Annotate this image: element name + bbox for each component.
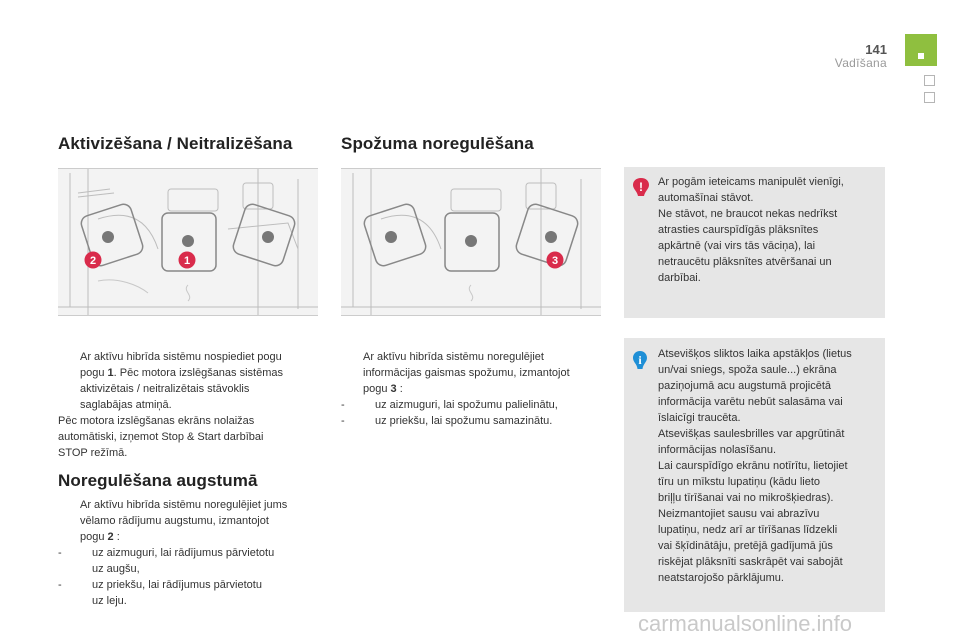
dash-item: - uz aizmuguri, lai rādījumus pārvietotu bbox=[58, 547, 275, 559]
svg-text:2: 2 bbox=[89, 255, 97, 267]
warning-box bbox=[624, 167, 885, 318]
paragraph: automātiski, izņemot Stop & Start darbībai bbox=[58, 431, 264, 443]
control-panel-illustration bbox=[341, 169, 601, 315]
height-text-block: Ar aktīvu hibrīda sistēmu noregulējiet jums vēlamo rādījumu augstumu, izmantojot pogu 2 : - uz aizmuguri, lai rādījumus pārvietotu uz augšu, - uz priekšu, lai rādījumus pārvietotu uz leju. bbox=[58, 497, 328, 609]
bullet-item: Ar aktīvu hibrīda sistēmu noregulējiet jums bbox=[80, 499, 288, 511]
info-text: Atsevišķos sliktos laika apstākļos (lietus un/vai sniegs, spoža saule...) ekrāna paziņojumā acu augstumā projicētā informācija varētu nebūt salasāma vai īslaicīgi traucēta. Atsevišķas saulesbrilles var apgrūtināt informācijas nolasīšanu. Lai caurspīdīgo ekrānu notīrītu, lietojiet tīru un mīkstu lupatiņu (kādu lieto briļļu tīrīšanai vai no mikrošķiedras). Neizmantojiet sausu vai abrazīvu lupatiņu, nedz arī ar tīrīšanas līdzekli vai šķīdinātāju, pretējā gadījumā jūs riskējat plāksnīti saskrāpēt vai sabojāt neatstarojošo pārklājumu. bbox=[658, 348, 852, 584]
bullet-item: Ar aktīvu hibrīda sistēmu nospiediet pogu bbox=[80, 351, 282, 363]
paragraph: Pēc motora izslēgšanas ekrāns nolaižas bbox=[58, 415, 255, 427]
chapter-title: Vadīšana bbox=[834, 56, 887, 70]
paragraph: STOP režīmā. bbox=[58, 447, 128, 459]
section-title-brightness: Spožuma noregulēšana bbox=[341, 134, 534, 153]
dash-item: - uz priekšu, lai rādījumus pārvietotu bbox=[58, 579, 262, 591]
page-number: 141 bbox=[865, 42, 887, 57]
info-icon bbox=[632, 350, 648, 370]
bullet-item: Ar aktīvu hibrīda sistēmu noregulējiet bbox=[363, 351, 544, 363]
checkbox-square-icon bbox=[924, 75, 935, 86]
button-ref-1: 1 bbox=[107, 367, 114, 379]
section-title-activate: Aktivizēšana / Neitralizēšana bbox=[58, 134, 293, 153]
chapter-tab-icon bbox=[905, 34, 937, 66]
button-ref-3: 3 bbox=[390, 383, 397, 395]
activate-text-block: Ar aktīvu hibrīda sistēmu nospiediet pogu pogu 1. Pēc motora izslēgšanas sistēmas aktivizētais / neitralizētais stāvoklis saglabājas atmiņā. Pēc motora izslēgšanas ekrāns nolaižas automātiski, izņemot Stop & Start darbībai STOP režīmā. bbox=[58, 349, 328, 461]
badge-2-icon bbox=[84, 251, 102, 269]
svg-text:!: ! bbox=[639, 180, 643, 194]
info-box bbox=[624, 338, 885, 612]
warning-icon bbox=[632, 177, 650, 197]
dash-item: - uz priekšu, lai spožumu samazinātu. bbox=[341, 415, 553, 427]
badge-3-icon bbox=[546, 251, 564, 269]
badge-1-icon bbox=[178, 251, 196, 269]
checkbox-square-icon bbox=[924, 92, 935, 103]
warning-text: Ar pogām ieteicams manipulēt vienīgi, automašīnai stāvot. Ne stāvot, ne braucot nekas nedrīkst atrasties caurspīdīgās plāksnītes apkārtnē (vai virs tās vāciņa), lai netraucētu plāksnītes atvēršanai un darbībai. bbox=[658, 176, 844, 284]
svg-text:3: 3 bbox=[551, 255, 559, 267]
control-panel-illustration bbox=[58, 169, 318, 315]
section-title-height: Noregulēšana augstumā bbox=[58, 471, 258, 490]
svg-text:1: 1 bbox=[183, 255, 191, 267]
brightness-text-block: Ar aktīvu hibrīda sistēmu noregulējiet informācijas gaismas spožumu, izmantojot pogu 3 : - uz aizmuguri, lai spožumu palielinātu, - uz priekšu, lai spožumu samazinātu. bbox=[341, 349, 611, 429]
svg-text:i: i bbox=[638, 353, 642, 367]
watermark: carmanualsonline.info bbox=[638, 611, 853, 636]
button-ref-2: 2 bbox=[107, 531, 114, 543]
figure-controls-left bbox=[58, 168, 318, 316]
dash-item: - uz aizmuguri, lai spožumu palielinātu, bbox=[341, 399, 558, 411]
figure-controls-right bbox=[341, 168, 601, 316]
